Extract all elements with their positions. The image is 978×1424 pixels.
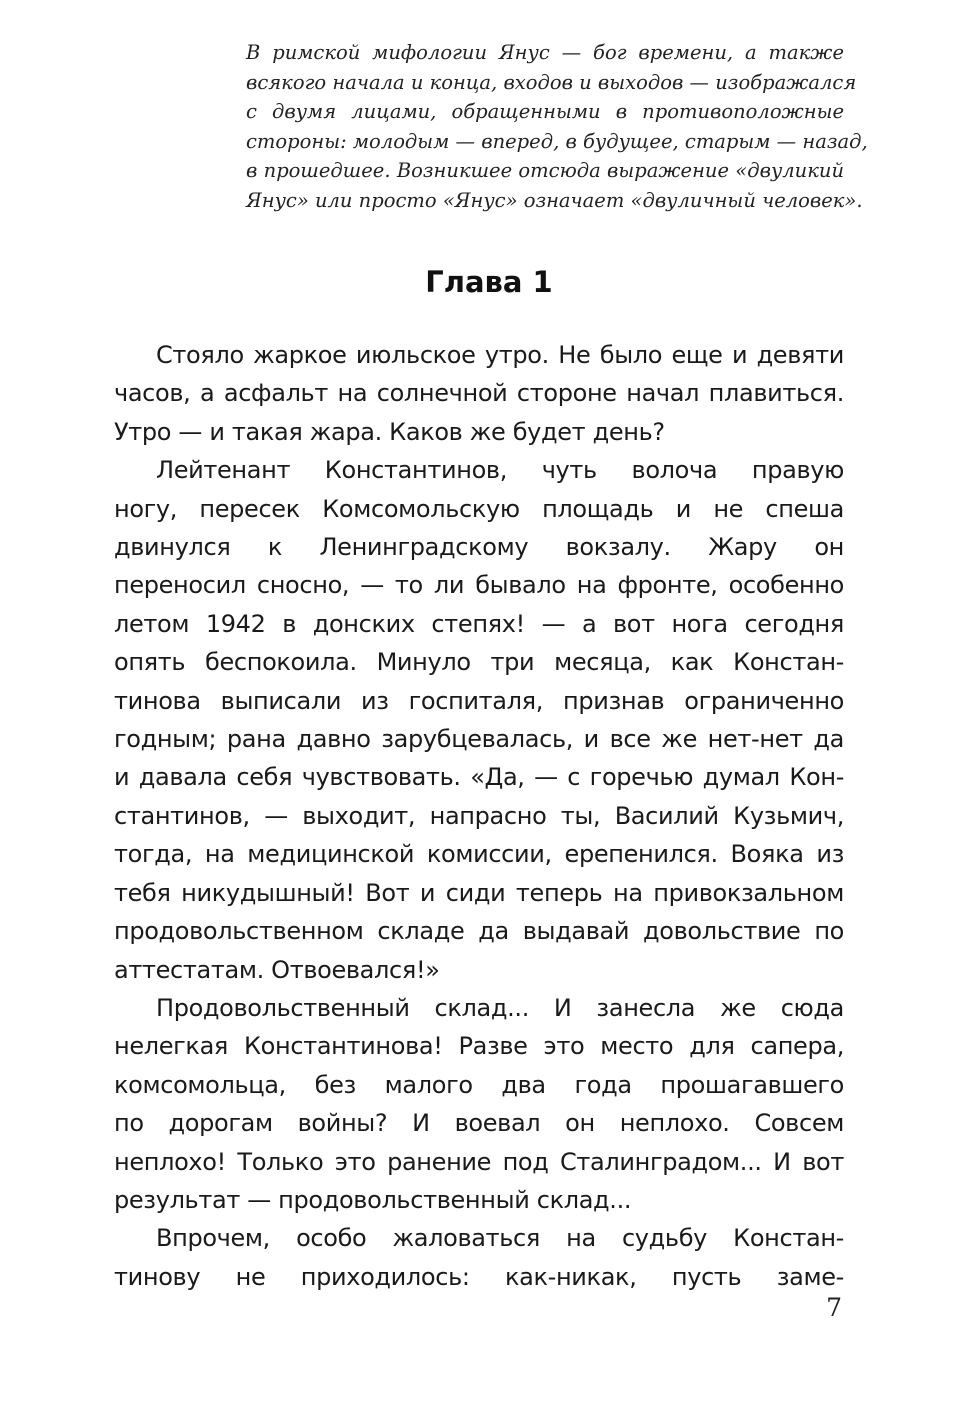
text-line: нелегкая Константинова! Разве это место для сапера,	[114, 1032, 844, 1061]
text-line: тинова выписали из госпиталя, признав ограниченно	[114, 686, 844, 715]
epigraph-line: в прошедшее. Возникшее отсюда выражение «двуликий	[246, 159, 844, 182]
text-line: аттестатам. Отвоевался!»	[114, 955, 440, 984]
text-line: стантинов, — выходит, напрасно ты, Василий Кузьмич,	[114, 801, 844, 830]
epigraph-line: с двумя лицами, обращенными в противоположные	[246, 100, 844, 123]
text-line: тебя никудышный! Вот и сиди теперь на привокзальном	[114, 878, 844, 907]
epigraph-line: стороны: молодым — вперед, в будущее, старым — назад,	[246, 129, 868, 153]
text-line: ногу, пересек Комсомольскую площадь и не спеша	[114, 494, 844, 523]
text-line: неплохо! Только это ранение под Сталинградом... И вот	[114, 1147, 844, 1176]
text-line: результат — продовольственный склад...	[114, 1185, 632, 1214]
epigraph-line: В римской мифологии Янус — бог времени, а также	[246, 41, 844, 64]
text-line: продовольственном складе да выдавай довольствие по	[114, 917, 844, 946]
epigraph-line: всякого начала и конца, входов и выходов — изображался	[246, 70, 857, 94]
text-line: Продовольственный склад... И занесла же сюда	[156, 993, 844, 1022]
page-number: 7	[826, 1293, 842, 1322]
text-line: по дорогам войны? И воевал он неплохо. Совсем	[114, 1109, 844, 1138]
text-line: годным; рана давно зарубцевалась, и все же нет-нет да	[114, 725, 844, 754]
text-line: Стояло жаркое июльское утро. Не было еще и девяти	[156, 341, 844, 369]
body-text	[114, 336, 844, 1296]
text-line: часов, а асфальт на солнечной стороне начал плавиться.	[114, 379, 844, 408]
text-line: Лейтенант Константинов, чуть волоча правую	[156, 456, 844, 485]
text-line: переносил сносно, — то ли бывало на фронте, особенно	[114, 571, 844, 600]
text-line: Впрочем, особо жаловаться на судьбу Констан-	[156, 1224, 844, 1253]
text-line: Утро — и такая жара. Каков же будет день?	[114, 417, 665, 446]
text-line: и давала себя чувствовать. «Да, — с горечью думал Кон-	[114, 763, 844, 792]
text-line: тогда, на медицинской комиссии, ерепенился. Вояка из	[114, 840, 844, 869]
text-line: двинулся к Ленинградскому вокзалу. Жару он	[114, 533, 844, 562]
chapter-title: Глава 1	[425, 265, 553, 299]
text-line: летом 1942 в донских степях! — а вот нога сегодня	[114, 609, 844, 638]
epigraph	[246, 38, 868, 215]
text-line: тинову не приходилось: как-никак, пусть заме-	[114, 1262, 844, 1291]
text-line: опять беспокоила. Минуло три месяца, как Констан-	[114, 648, 844, 677]
text-line: комсомольца, без малого два года прошагавшего	[114, 1070, 844, 1099]
epigraph-line: Янус» или просто «Янус» означает «двуличный человек».	[246, 188, 863, 212]
